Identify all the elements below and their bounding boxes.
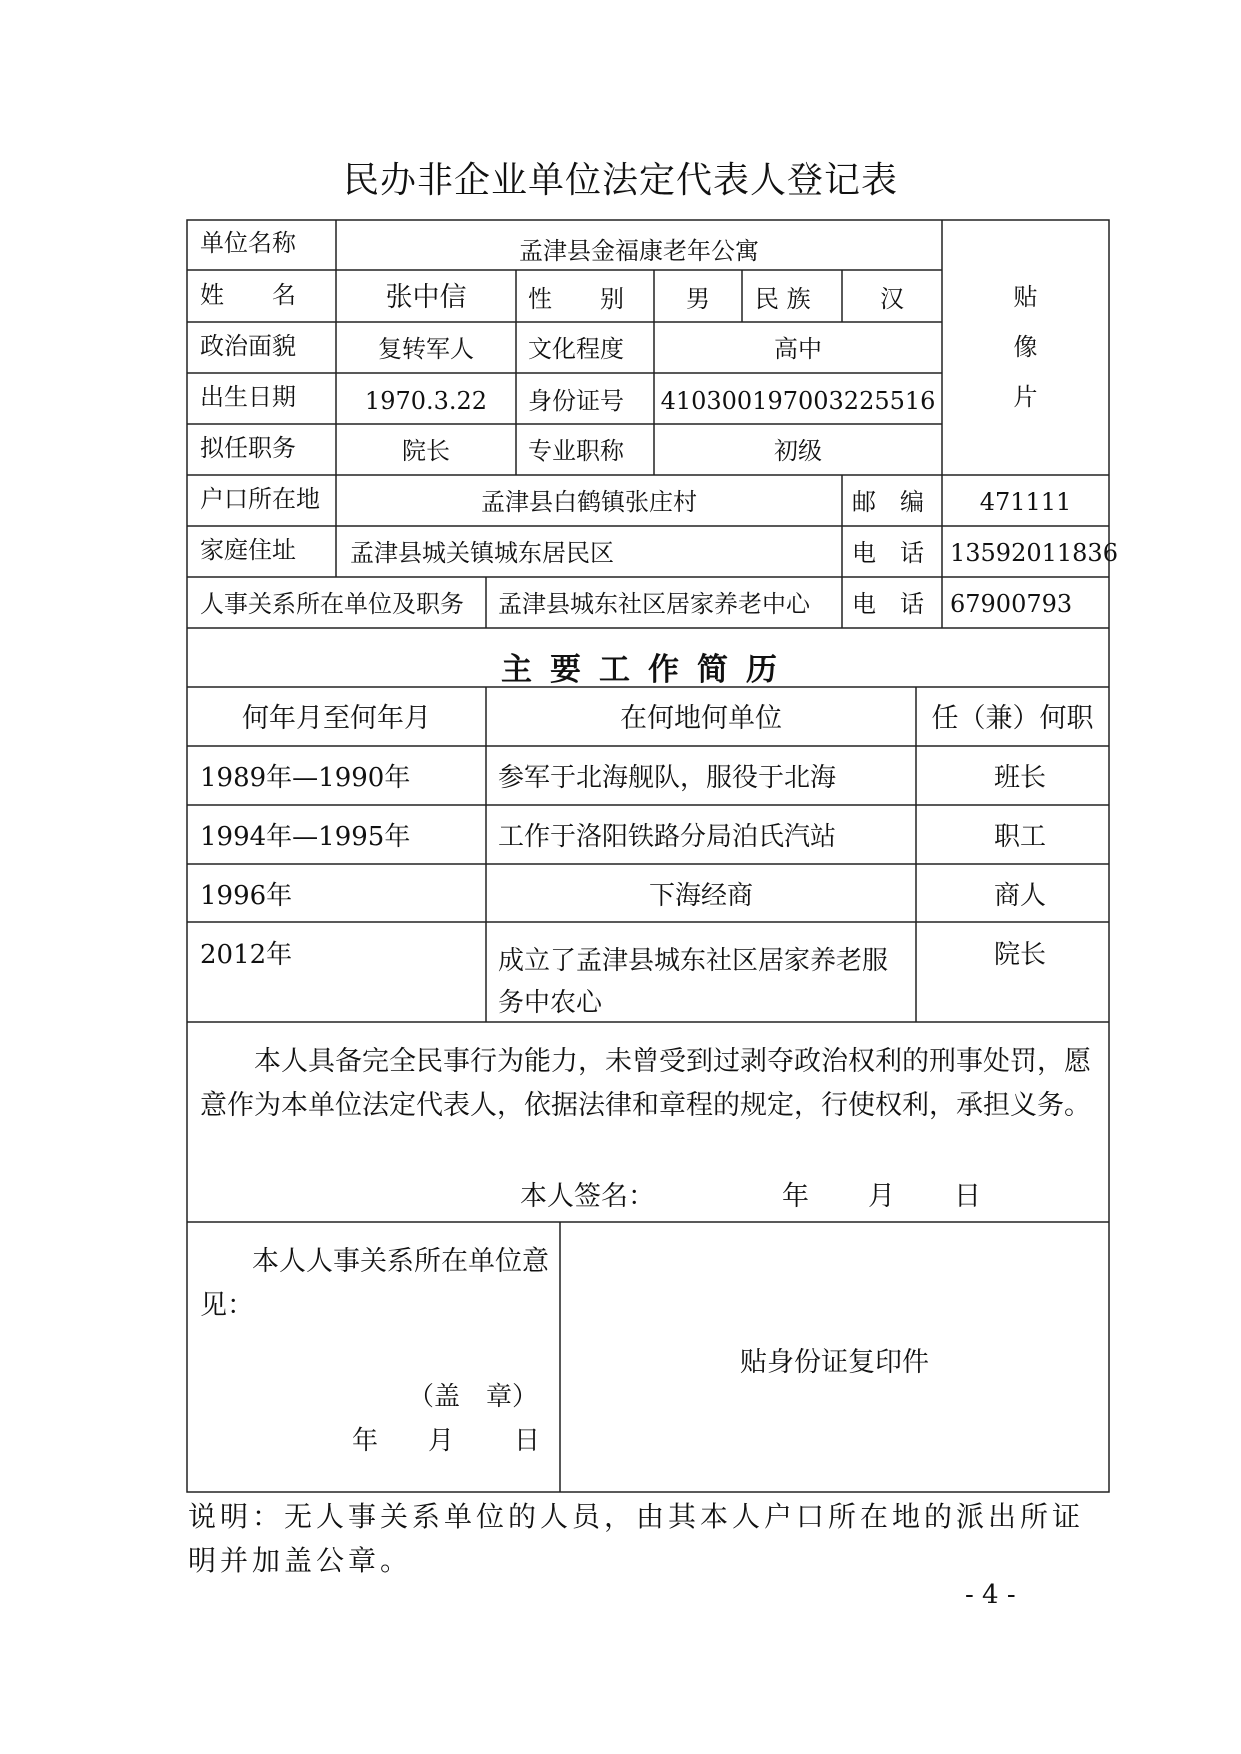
declaration-day: 日 [954, 1181, 981, 1212]
opinion-year: 年 [352, 1426, 379, 1456]
resume-row-4-place: 成立了孟津县城东社区居家养老服务中农心 [498, 946, 889, 1018]
political-value: 复转军人 [378, 335, 474, 363]
page-number: - 4 - [965, 1580, 1016, 1610]
resume-header-period: 何年月至何年月 [242, 703, 431, 734]
resume-header-place: 在何地何单位 [620, 703, 782, 734]
photo-text-1: 贴 [1013, 283, 1038, 311]
hr-unit-label: 人事关系所在单位及职务 [200, 590, 464, 618]
hr-phone-label: 电 话 [852, 590, 924, 618]
home-label: 家庭住址 [200, 536, 296, 564]
opinion-month: 月 [428, 1426, 455, 1456]
resume-row-4-role: 院长 [993, 940, 1046, 970]
opinion-text: 本人人事关系所在单位意见： [200, 1246, 549, 1321]
resume-row-1-period: 1989年—1990年 [200, 763, 411, 793]
resume-row-4-period: 2012年 [200, 940, 293, 970]
opinion-seal: （盖 章） [408, 1382, 539, 1412]
resume-row-3-role: 商人 [993, 881, 1046, 911]
home-phone-label: 电 话 [852, 539, 924, 567]
page-title: 民办非企业单位法定代表人登记表 [342, 160, 898, 201]
declaration-month: 月 [868, 1181, 895, 1212]
postcode-value: 471111 [979, 488, 1072, 516]
education-value: 高中 [774, 335, 822, 363]
declaration-text: 本人具备完全民事行为能力，未曾受到过剥夺政治权利的刑事处罚，愿意作为本单位法定代表人，依据法律和章程的规定，行使权利，承担义务。 [200, 1046, 1091, 1121]
birth-value: 1970.3.22 [364, 387, 488, 415]
resume-row-2-place: 工作于洛阳铁路分局泊氏汽站 [498, 822, 837, 852]
home-phone-value: 13592011836 [950, 539, 1118, 567]
home-value: 孟津县城关镇城东居民区 [350, 539, 614, 567]
id-label: 身份证号 [528, 387, 624, 415]
resume-row-2-role: 职工 [993, 822, 1046, 852]
declaration-year: 年 [782, 1181, 809, 1212]
political-label: 政治面貌 [200, 332, 296, 360]
resume-row-3-period: 1996年 [200, 881, 293, 911]
position-value: 院长 [402, 437, 450, 465]
id-copy-placeholder: 贴身份证复印件 [740, 1347, 929, 1378]
resume-row-2-period: 1994年—1995年 [200, 822, 411, 852]
resume-row-3-place: 下海经商 [648, 881, 753, 911]
prof-title-label: 专业职称 [528, 437, 624, 465]
ethnicity-label: 民 族 [755, 285, 811, 313]
resume-row-1-place: 参军于北海舰队，服役于北海 [498, 763, 837, 793]
unit-name-value: 孟津县金福康老年公寓 [519, 237, 759, 265]
resume-section-title: 主要工作简历 [501, 652, 795, 688]
hr-unit-value: 孟津县城东社区居家养老中心 [498, 590, 810, 618]
name-value: 张中信 [385, 282, 467, 313]
prof-title-value: 初级 [774, 437, 822, 465]
hukou-label: 户口所在地 [200, 485, 320, 513]
hr-phone-value: 67900793 [950, 590, 1073, 618]
resume-header-role: 任（兼）何职 [931, 703, 1094, 734]
position-label: 拟任职务 [200, 434, 296, 462]
postcode-label: 邮 编 [852, 488, 924, 516]
opinion-day: 日 [514, 1426, 541, 1456]
hukou-value: 孟津县白鹤镇张庄村 [481, 488, 697, 516]
birth-label: 出生日期 [200, 383, 296, 411]
ethnicity-value: 汉 [880, 285, 904, 313]
unit-name-label: 单位名称 [200, 229, 296, 257]
photo-text-3: 片 [1013, 383, 1038, 411]
resume-row-1-role: 班长 [993, 763, 1046, 793]
photo-text-2: 像 [1013, 333, 1038, 361]
name-label: 姓 名 [200, 281, 296, 309]
gender-label: 性 别 [528, 285, 624, 313]
declaration-sign-label: 本人签名： [520, 1181, 655, 1212]
gender-value: 男 [686, 285, 710, 313]
education-label: 文化程度 [528, 335, 624, 363]
footnote: 说明：无人事关系单位的人员，由其本人户口所在地的派出所证明并加盖公章。 [188, 1500, 1085, 1577]
id-value: 410300197003225516 [660, 387, 936, 415]
